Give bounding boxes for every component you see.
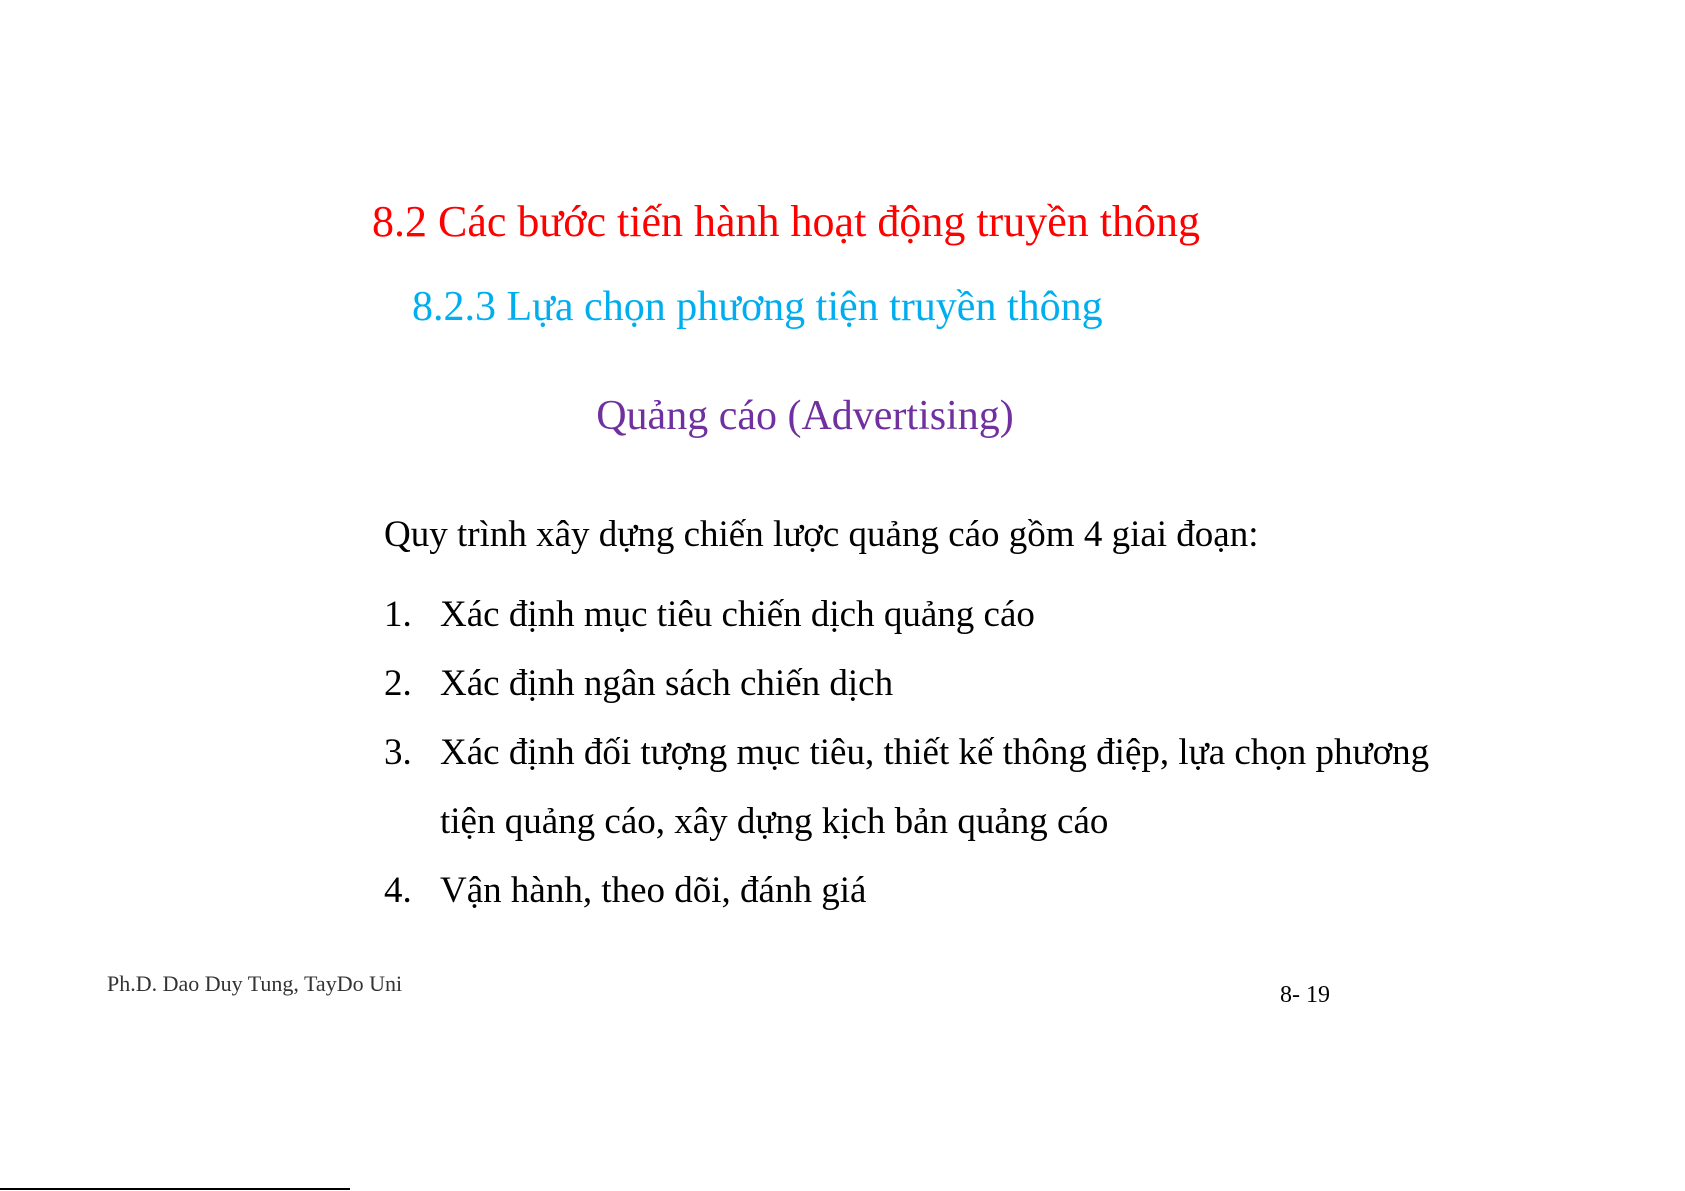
step-number: 2. [384,663,412,704]
step-number: 3. [384,732,412,773]
step-number: 4. [384,870,412,911]
steps-list [384,580,1440,925]
page-number: 8- 19 [1280,982,1330,1008]
footer-author: Ph.D. Dao Duy Tung, TayDo Uni [107,971,403,996]
topic-heading: Quảng cáo (Advertising) [596,393,1014,439]
step-number: 1. [384,594,412,635]
list-item [384,649,1440,718]
intro-text: Quy trình xây dựng chiến lược quảng cáo gồm 4 giai đoạn: [384,514,1259,555]
step-text: Vận hành, theo dõi, đánh giá [440,870,867,911]
list-item [384,718,1440,856]
step-text: Xác định ngân sách chiến dịch [440,663,894,704]
slide-title: 8.2 Các bước tiến hành hoạt động truyền thông [372,197,1200,246]
bottom-divider [0,1188,350,1190]
step-text: Xác định mục tiêu chiến dịch quảng cáo [440,594,1035,635]
section-subtitle: 8.2.3 Lựa chọn phương tiện truyền thông [412,284,1103,330]
step-text: Xác định đối tượng mục tiêu, thiết kế thông điệp, lựa chọn phương tiện quảng cáo, xây dựng kịch bản quảng cáo [440,732,1430,842]
list-item [384,580,1440,649]
list-item [384,856,1440,925]
